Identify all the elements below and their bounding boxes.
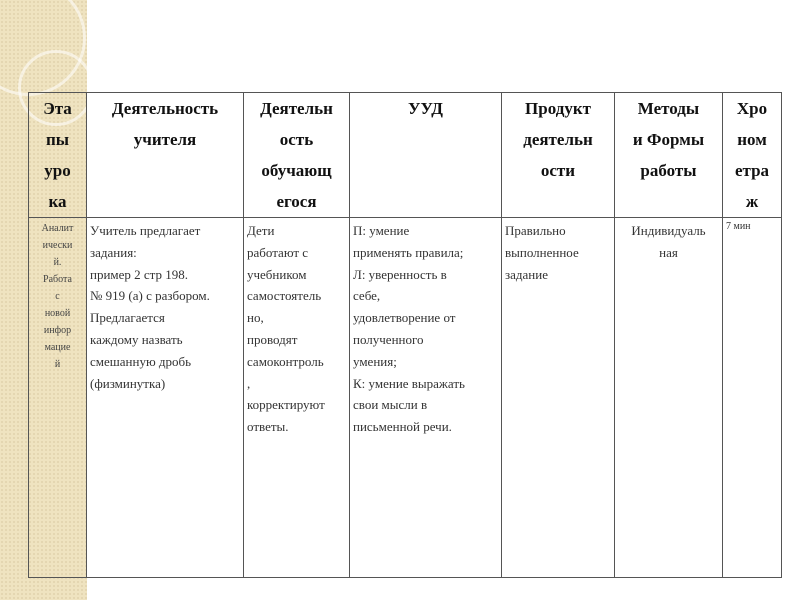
header-teacher-activity: Деятельность учителя	[87, 93, 244, 218]
lesson-plan-table	[28, 92, 782, 578]
cell-timing: 7 мин	[723, 218, 782, 578]
cell-stage: Аналит ически й. Работа с новой инфор мацие й	[29, 218, 87, 578]
cell-methods: Индивидуаль ная	[615, 218, 723, 578]
header-stages: Эта пы уро ка	[29, 93, 87, 218]
cell-teacher-activity: Учитель предлагает задания: пример 2 стр 198. № 919 (а) с разбором. Предлагается каждому назвать смешанную дробь (физминутка)	[87, 218, 244, 578]
header-methods: Методы и Формы работы	[615, 93, 723, 218]
cell-product: Правильно выполненное задание	[502, 218, 615, 578]
header-product: Продукт деятельн ости	[502, 93, 615, 218]
table-header-row	[29, 93, 782, 218]
header-student-activity: Деятельн ость обучающ егося	[244, 93, 350, 218]
header-timing: Хро ном етра ж	[723, 93, 782, 218]
header-uud: УУД	[350, 93, 502, 218]
cell-uud: П: умение применять правила; Л: уверенность в себе, удовлетворение от полученного умения; К: умение выражать свои мысли в письменной речи.	[350, 218, 502, 578]
cell-student-activity: Дети работают с учебником самостоятель но, проводят самоконтроль , корректируют ответы.	[244, 218, 350, 578]
table-row	[29, 218, 782, 578]
